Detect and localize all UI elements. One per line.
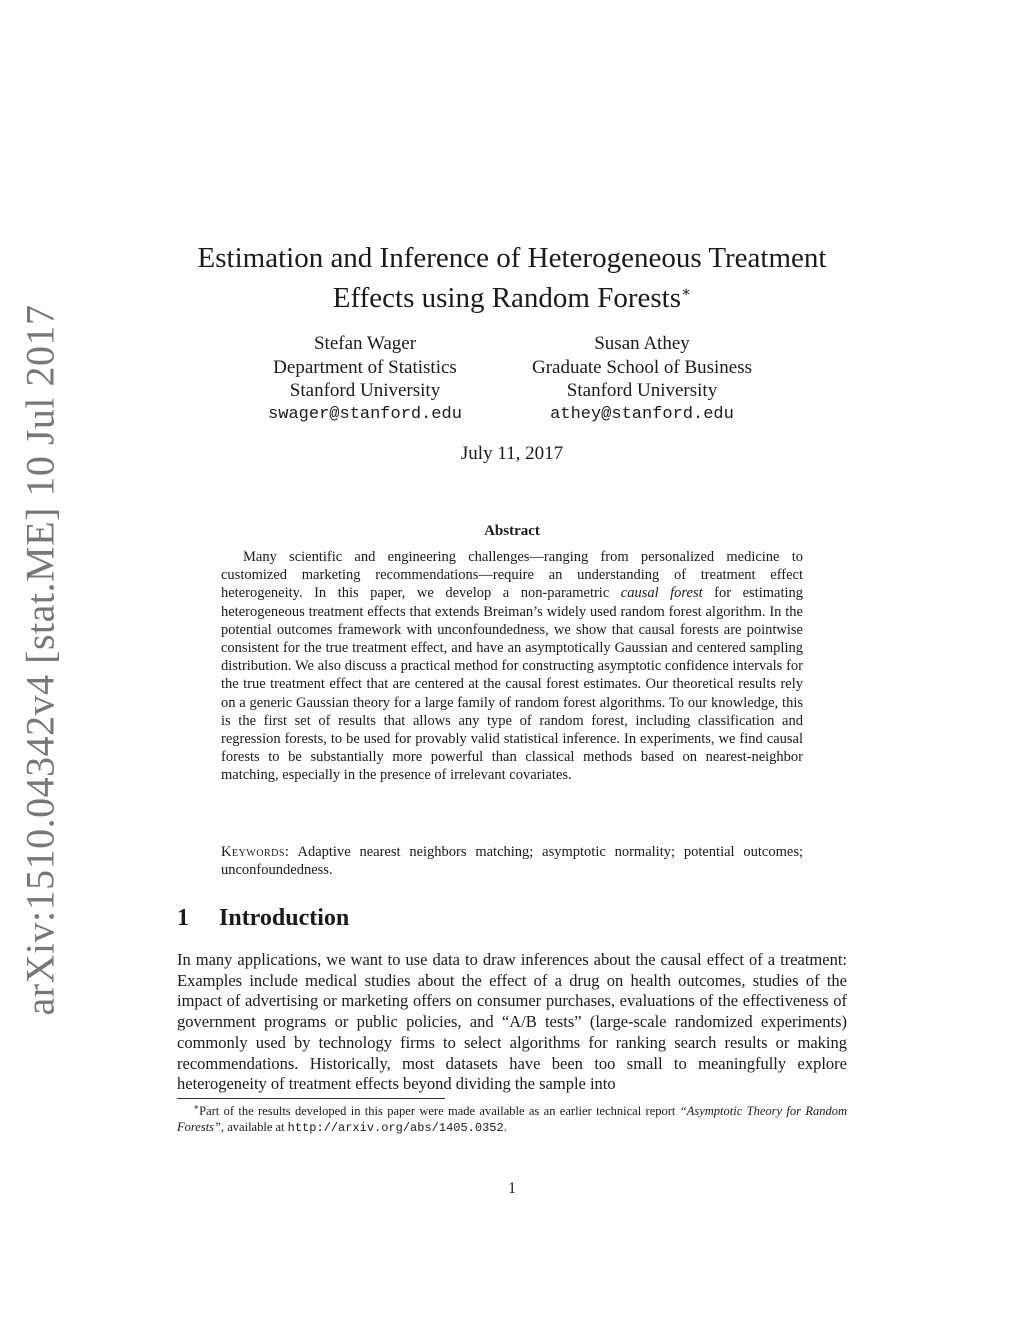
author-name: Stefan Wager xyxy=(313,333,417,354)
introduction-paragraph: In many applications, we want to use data to draw inferences about the causal effect of a treatment: Examples include medical studies about the effect of a drug on health outcomes, studies of the impact of advertising or marketing offers on consumer purchases, evaluations of the effectiveness of government programs or public policies, and “A/B tests” (large-scale randomized experiments) commonly used by technology firms to select algorithms for ranking search results or making recommendations. Historically, most datasets have been too small to meaningfully explore heterogeneity of treatment effects beyond dividing the sample into xyxy=(177,950,847,1094)
footnote-text-end: . xyxy=(503,1120,507,1134)
abstract-text xyxy=(221,548,803,785)
footnote-text-before: Part of the results developed in this paper were made available as an earlier technical report xyxy=(199,1104,676,1118)
footnote-mark: ∗ xyxy=(193,1101,200,1112)
arxiv-identifier-stamp: arXiv:1510.04342v4 [stat.ME] 10 Jul 2017 xyxy=(17,304,63,1016)
keywords xyxy=(221,843,803,879)
section-heading xyxy=(177,905,349,932)
footnote-divider xyxy=(177,1098,445,1099)
section-number: 1 xyxy=(177,905,189,931)
keywords-text: Adaptive nearest neighbors matching; asymptotic normality; potential outcomes; unconfoundedness. xyxy=(221,844,803,879)
footnote-url-link[interactable]: http://arxiv.org/abs/1405.0352 xyxy=(287,1121,504,1135)
footnote xyxy=(177,1103,847,1136)
abstract-heading: Abstract xyxy=(484,523,540,539)
title-line-2 xyxy=(160,278,864,318)
abstract-text-before: Many scientific and engineering challenges—ranging from personalized medicine to customized marketing recommendations—require an understanding of treatment effect heterogeneity. In this paper, we develop a non-parametric xyxy=(221,549,803,602)
author-department: Graduate School of Business xyxy=(531,356,753,378)
author-email[interactable]: athey@stanford.edu xyxy=(550,404,734,424)
author-name: Susan Athey xyxy=(594,333,690,354)
section-title: Introduction xyxy=(219,905,350,931)
title-line-1: Estimation and Inference of Heterogeneous Treatment xyxy=(197,242,827,274)
author-institution: Stanford University xyxy=(566,380,718,401)
title-footnote-mark[interactable]: ∗ xyxy=(681,284,692,301)
publication-date: July 11, 2017 xyxy=(460,443,564,464)
page-number: 1 xyxy=(508,1180,516,1197)
author-email[interactable]: swager@stanford.edu xyxy=(268,404,462,424)
abstract-text-after: for estimating heterogeneous treatment effects that extends Breiman’s widely used random forest algorithm. In the potential outcomes framework with unconfoundedness, we show that causal forests are pointwise consistent for the true treatment effect, and have an asymptotically Gaussian and centered sampling distribution. We also discuss a practical method for constructing asymptotic confidence intervals for the true treatment effect that are centered at the causal forest estimates. Our theoretical results rely on a generic Gaussian theory for a large family of random forest algorithms. To our knowledge, this is the first set of results that allows any type of random forest, including classification and regression forests, to be used for provably valid statistical inference. In experiments, we find causal forests to be substantially more powerful than classical methods based on nearest-neighbor matching, especially in the presence of irrelevant covariates. xyxy=(221,585,803,784)
keywords-label: Keywords: xyxy=(221,844,290,860)
footnote-report-title: “Asymptotic Theory for Random Forests” xyxy=(177,1104,847,1134)
author-department: Department of Statistics xyxy=(273,356,457,378)
footnote-text-middle: , available at xyxy=(221,1120,285,1134)
title-line-2-text: Effects using Random Forests xyxy=(332,282,682,314)
author-block-1 xyxy=(254,332,476,426)
author-institution: Stanford University xyxy=(289,380,441,401)
author-block-2 xyxy=(508,332,776,426)
paper-title xyxy=(160,238,864,318)
abstract-emphasis: causal forest xyxy=(620,585,703,602)
